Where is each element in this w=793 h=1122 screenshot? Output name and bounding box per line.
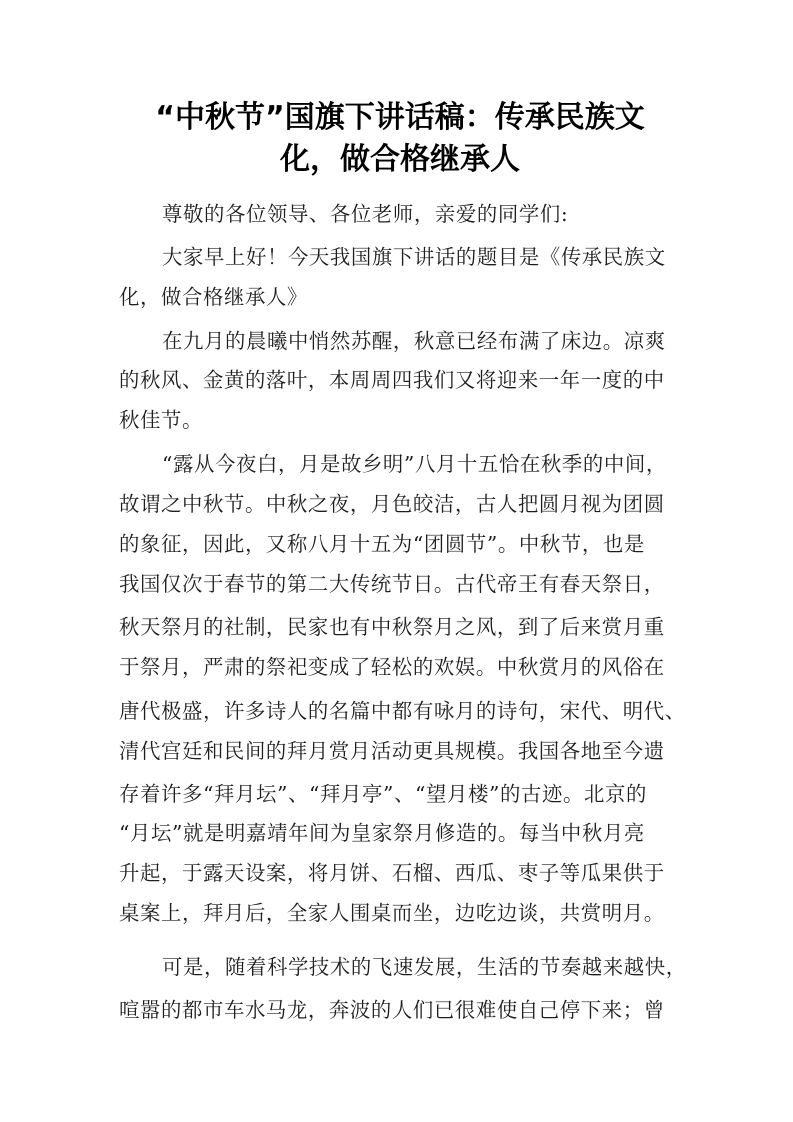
paragraph-line: 的象征，因此，又称八月十五为“团圆节”。中秋节，也是 <box>119 532 645 556</box>
paragraph-line: 升起，于露天设案，将月饼、石榴、西瓜、枣子等瓜果供于 <box>119 861 665 885</box>
paragraph-line: “露从今夜白，月是故乡明”八月十五恰在秋季的中间， <box>162 452 667 476</box>
document-title-line-1: “中秋节”国旗下讲话稿：传承民族文 <box>155 100 645 135</box>
paragraph-line: 唐代极盛，许多诗人的名篇中都有咏月的诗句，宋代、明代、 <box>119 699 686 723</box>
paragraph-line: 喧嚣的都市车水马龙，奔波的人们已很难使自己停下来；曾 <box>119 998 665 1022</box>
document-title-line-2: 化，做合格继承人 <box>280 142 520 177</box>
paragraph-line: 大家早上好！今天我国旗下讲话的题目是《传承民族文 <box>162 245 666 269</box>
paragraph-line: 存着许多“拜月坛”、“拜月亭”、“望月楼”的古迹。北京的 <box>119 782 647 806</box>
paragraph-line: “月坛”就是明嘉靖年间为皇家祭月修造的。每当中秋月亮 <box>119 821 645 845</box>
paragraph-line: 桌案上，拜月后，全家人围桌而坐，边吃边谈，共赏明月。 <box>119 901 665 925</box>
paragraph-line: 故谓之中秋节。中秋之夜，月色皎洁，古人把圆月视为团圆 <box>119 492 665 516</box>
paragraph-line: 秋天祭月的社制，民家也有中秋祭月之风，到了后来赏月重 <box>119 615 665 639</box>
paragraph-line: 化，做合格继承人》 <box>119 285 308 309</box>
paragraph-line: 于祭月，严肃的祭祀变成了轻松的欢娱。中秋赏月的风俗在 <box>119 655 665 679</box>
paragraph-line: 可是，随着科学技术的飞速发展，生活的节奏越来越快， <box>162 955 687 979</box>
paragraph-line: 我国仅次于春节的第二大传统节日。古代帝王有春天祭日， <box>119 572 665 596</box>
paragraph-line: 的秋风、金黄的落叶，本周周四我们又将迎来一年一度的中 <box>119 368 665 392</box>
paragraph-line: 秋佳节。 <box>119 408 203 432</box>
paragraph-line: 清代宫廷和民间的拜月赏月活动更具规模。我国各地至今遗 <box>119 739 665 763</box>
paragraph-line: 在九月的晨曦中悄然苏醒，秋意已经布满了床边。凉爽 <box>162 329 666 353</box>
salutation: 尊敬的各位领导、各位老师，亲爱的同学们: <box>162 202 569 226</box>
